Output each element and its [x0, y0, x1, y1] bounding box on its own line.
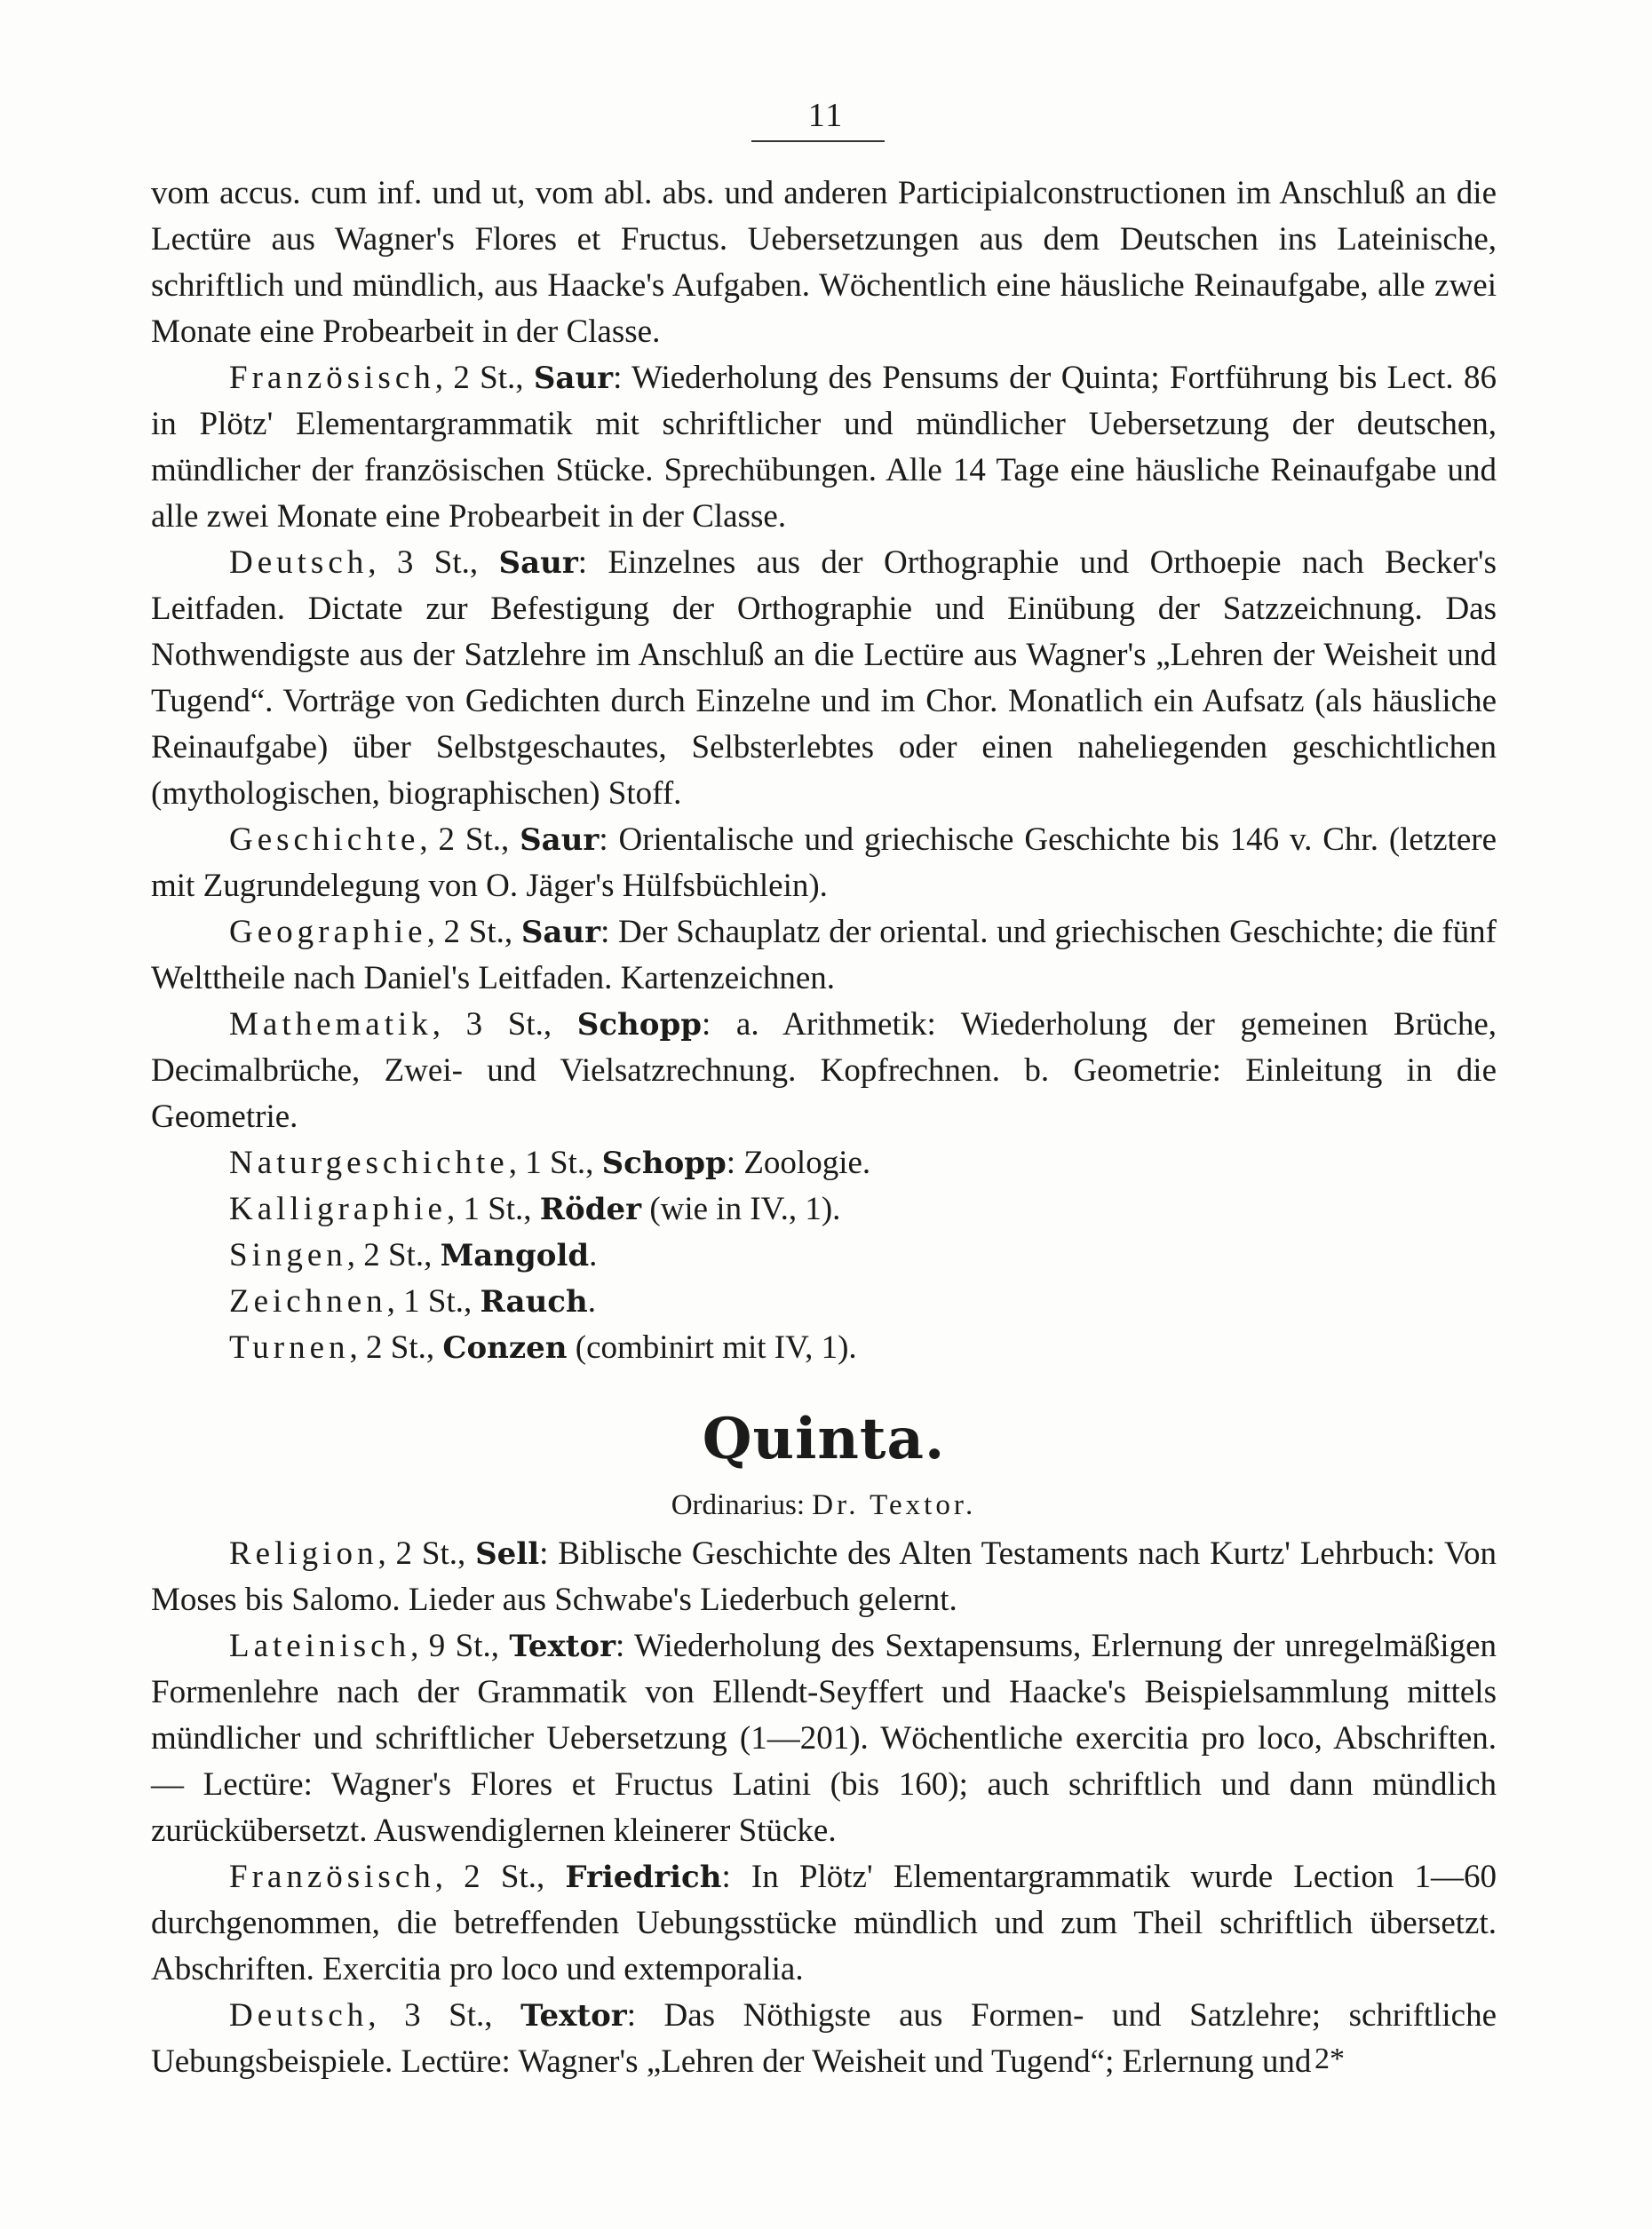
subject-name: Lateinisch	[229, 1628, 411, 1664]
subject-name: Turnen	[229, 1329, 350, 1366]
subject-name: Mathematik	[229, 1006, 433, 1043]
entry-paragraph	[151, 1140, 1497, 1186]
subject-description: : Das Nöthigste aus Formen- und Satzlehre; schriftliche Uebungsbeispiele. Lectüre: Wagner's „Lehren der Weisheit und Tugend“; Erlernung und	[151, 1997, 1497, 2080]
subject-hours: , 1 St.,	[446, 1191, 540, 1227]
subject-description: .	[589, 1237, 598, 1273]
subject-name: Französisch	[229, 360, 435, 396]
subject-description: : Wiederholung des Sextapensums, Erlernung der unregelmäßigen Formenlehre nach der Grammatik von Ellendt-Seyffert und Haacke's Beispielsammlung mittels mündlicher und schriftlicher Uebersetzung (1—201). Wöchentliche exercitia pro loco, Abschriften. — Lectüre: Wagner's Flores et Fructus Latini (bis 160); auch schriftlich und dann mündlich zurückübersetzt. Auswendiglernen kleinerer Stücke.	[151, 1628, 1497, 1849]
entry-paragraph	[151, 1279, 1497, 1325]
entry-paragraph	[151, 355, 1497, 540]
subject-hours: , 3 St.,	[368, 544, 499, 581]
subject-hours: , 1 St.,	[386, 1283, 481, 1320]
subject-name: Geographie	[229, 914, 427, 950]
page-number: 11	[807, 97, 845, 134]
header-rule	[751, 140, 885, 142]
subject-hours: , 2 St.,	[346, 1237, 441, 1273]
teacher-name: Mangold	[440, 1238, 590, 1273]
subject-description: : Biblische Geschichte des Alten Testaments nach Kurtz' Lehrbuch: Von Moses bis Salomo. Lieder aus Schwabe's Liederbuch gelernt.	[151, 1535, 1497, 1618]
entry-paragraph	[151, 817, 1497, 909]
entry-paragraph	[151, 1002, 1497, 1140]
entry-paragraph	[151, 1233, 1497, 1279]
subject-name: Religion	[229, 1535, 378, 1572]
ordinarius-label: Ordinarius:	[671, 1489, 813, 1521]
printer-signature: 2*	[1314, 2043, 1345, 2075]
subject-description: : In Plötz' Elementargrammatik wurde Lection 1—60 durchgenommen, die betreffenden Uebungsstücke mündlich und zum Theil schriftlich übersetzt. Abschriften. Exercitia pro loco und extemporalia.	[151, 1859, 1497, 1987]
subject-description: : Einzelnes aus der Orthographie und Orthoepie nach Becker's Leitfaden. Dictate zur Befestigung der Orthographie und Einübung der Satzzeichnung. Das Nothwendigste aus der Satzlehre im Anschluß an die Lectüre aus Wagner's „Lehren der Weisheit und Tugend“. Vorträge von Gedichten durch Einzelne und im Chor. Monatlich ein Aufsatz (als häusliche Reinaufgabe) über Selbstgeschautes, Selbsterlebtes oder einen naheliegenden geschichtlichen (mythologischen, biographischen) Stoff.	[151, 544, 1497, 812]
subject-name: Deutsch	[229, 544, 369, 581]
teacher-name: Röder	[539, 1192, 642, 1227]
subject-name: Französisch	[229, 1859, 435, 1895]
subject-description: (combinirt mit IV, 1).	[567, 1329, 857, 1366]
subject-name: Singen	[229, 1237, 347, 1273]
subject-name: Kalligraphie	[229, 1191, 447, 1227]
subject-hours: , 2 St.,	[434, 360, 534, 396]
subject-name: Zeichnen	[229, 1283, 387, 1320]
teacher-name: Rauch	[480, 1284, 588, 1320]
teacher-name: Friedrich	[565, 1860, 722, 1895]
subject-name: Naturgeschichte	[229, 1145, 509, 1181]
subject-hours: , 2 St.,	[349, 1329, 443, 1366]
section-heading: Quinta.	[702, 1406, 946, 1472]
ordinarius-name: Dr. Textor.	[812, 1489, 977, 1521]
intro-paragraph: vom accus. cum inf. und ut, vom abl. abs. und anderen Participialconstructionen im Anschluß an die Lectüre aus Wagner's Flores et Fructus. Uebersetzungen aus dem Deutschen ins Lateinische, schriftlich und mündlich, aus Haacke's Aufgaben. Wöchentlich eine häusliche Reinaufgabe, alle zwei Monate eine Probearbeit in der Classe.	[151, 175, 1497, 350]
subject-name: Geschichte	[229, 821, 420, 858]
subject-hours: , 2 St.,	[434, 1859, 566, 1895]
subject-description: : a. Arithmetik: Wiederholung der gemeinen Brüche, Decimalbrüche, Zwei- und Vielsatzrechnung. Kopfrechnen. b. Geometrie: Einleitung in die Geometrie.	[151, 1006, 1497, 1135]
subject-description: (wie in IV., 1).	[641, 1191, 841, 1227]
entry-paragraph	[151, 1186, 1497, 1233]
teacher-name: Saur	[498, 545, 578, 581]
teacher-name: Saur	[520, 822, 600, 858]
entry-paragraph	[151, 909, 1497, 1002]
subject-description: : Wiederholung des Pensums der Quinta; Fortführung bis Lect. 86 in Plötz' Elementargrammatik mit schriftlicher und mündlicher Uebersetzung der deutschen, mündlicher der französischen Stücke. Sprechübungen. Alle 14 Tage eine häusliche Reinaufgabe und alle zwei Monate eine Probearbeit in der Classe.	[151, 360, 1497, 535]
teacher-name: Saur	[520, 915, 601, 950]
entry-paragraph	[151, 1993, 1497, 2085]
teacher-name: Sell	[475, 1536, 540, 1572]
subject-description: .	[587, 1283, 596, 1320]
subject-hours: , 2 St.,	[377, 1535, 476, 1572]
teacher-name: Schopp	[576, 1007, 702, 1043]
subject-hours: , 3 St.,	[432, 1006, 577, 1043]
entry-paragraph	[151, 1531, 1497, 1623]
subject-hours: , 2 St.,	[426, 914, 521, 950]
ordinarius-line	[151, 1483, 1497, 1527]
subject-hours: , 3 St.,	[368, 1997, 521, 2034]
subject-hours: , 9 St.,	[410, 1628, 510, 1664]
teacher-name: Textor	[509, 1629, 616, 1664]
subject-name: Deutsch	[229, 1997, 369, 2034]
body-text	[151, 171, 1497, 2085]
teacher-name: Conzen	[442, 1330, 568, 1366]
teacher-name: Saur	[533, 361, 614, 396]
subject-description: : Zoologie.	[726, 1145, 871, 1181]
teacher-name: Schopp	[601, 1146, 727, 1181]
subject-hours: , 2 St.,	[419, 821, 520, 858]
entry-paragraph	[151, 1325, 1497, 1371]
teacher-name: Textor	[520, 1998, 627, 2034]
entry-paragraph	[151, 1623, 1497, 1854]
entry-paragraph	[151, 1854, 1497, 1993]
subject-description: : Der Schauplatz der oriental. und griechischen Geschichte; die fünf Welttheile nach Daniel's Leitfaden. Kartenzeichnen.	[151, 914, 1497, 996]
entry-paragraph	[151, 540, 1497, 817]
subject-hours: , 1 St.,	[508, 1145, 602, 1181]
subject-description: : Orientalische und griechische Geschichte bis 146 v. Chr. (letztere mit Zugrundelegung von O. Jäger's Hülfsbüchlein).	[151, 821, 1497, 904]
